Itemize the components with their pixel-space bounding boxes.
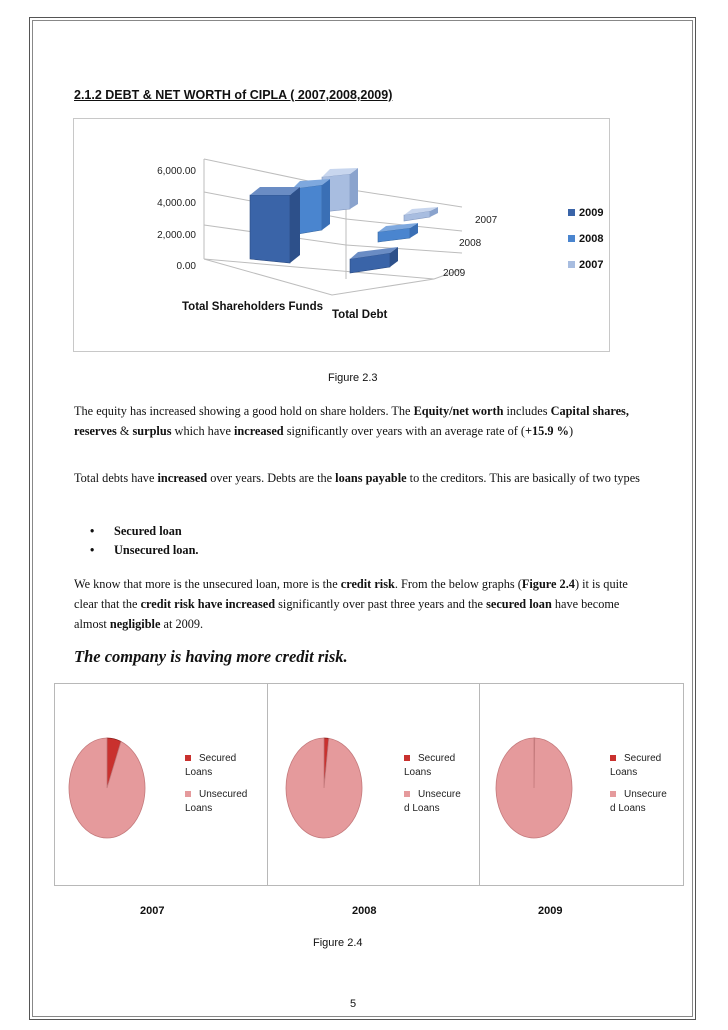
legend-label: 2008 — [579, 233, 604, 245]
bold-run: +15.9 % — [525, 424, 569, 438]
pie-legend — [404, 752, 461, 816]
bold-run: Capital shares, reserves — [74, 404, 629, 438]
text-run: to the creditors. This are basically of two types — [406, 471, 640, 485]
legend-swatch — [185, 755, 191, 761]
debt-networth-chart — [73, 118, 610, 352]
legend-label: Loans — [404, 767, 432, 778]
legend-swatch — [610, 755, 616, 761]
emphasis-statement: The company is having more credit risk. — [74, 647, 348, 666]
text-run: at 2009. — [160, 617, 204, 631]
chart-floor — [204, 259, 462, 279]
bold-run: increased — [233, 424, 284, 438]
legend-label: Unsecure — [624, 789, 667, 800]
pie-2008-svg — [280, 726, 370, 846]
loan-types-list — [90, 522, 199, 560]
paragraph-equity — [74, 401, 654, 441]
pie-panel-2008 — [267, 684, 479, 885]
legend-label: Secured — [199, 753, 237, 764]
legend-label: Unsecure — [418, 789, 461, 800]
pie-panel-2007 — [55, 684, 267, 885]
bold-run: surplus — [132, 424, 172, 438]
text-run: significantly over past three years and the — [275, 597, 487, 611]
bold-run: negligible — [109, 617, 161, 631]
text-run: which have — [171, 424, 234, 438]
category-label: Total Debt — [332, 309, 388, 321]
legend-label: Loans — [610, 767, 638, 778]
bar-2007-debt — [404, 207, 438, 221]
bar-2009-shareholders — [250, 187, 300, 263]
legend-label: Secured — [418, 753, 456, 764]
bold-run: credit risk — [340, 577, 395, 591]
bar-2009-debt — [350, 247, 398, 273]
list-item: • Unsecured loan. — [90, 541, 199, 560]
bold-run: Figure 2.4 — [521, 577, 575, 591]
bar-chart-svg — [74, 119, 609, 351]
legend-label: 2007 — [579, 259, 604, 271]
bold-run: increased — [157, 471, 208, 485]
depth-label: 2009 — [443, 268, 466, 279]
chart-floor-front — [204, 259, 434, 295]
page-number: 5 — [350, 998, 357, 1010]
bold-run: loans payable — [335, 471, 407, 485]
legend-swatch — [568, 209, 575, 216]
pie-slice-unsecured — [496, 738, 572, 838]
y-tick-label: 6,000.00 — [157, 166, 196, 177]
legend-swatch — [610, 791, 616, 797]
paragraph-debts — [74, 468, 654, 488]
text-run: Total debts have — [74, 471, 158, 485]
paragraph-credit-risk — [74, 574, 654, 634]
legend-label: Loans — [185, 767, 213, 778]
text-run: have become almost — [74, 597, 620, 631]
pie-charts-panel — [54, 683, 684, 886]
bold-run: secured loan — [486, 597, 552, 611]
year-label: 2007 — [140, 905, 165, 917]
depth-label: 2007 — [475, 215, 498, 226]
legend-label: Unsecured — [199, 789, 248, 800]
section-heading: 2.1.2 DEBT & NET WORTH of CIPLA ( 2007,2008,2009) — [74, 88, 393, 102]
y-tick-label: 0.00 — [176, 261, 196, 272]
figure-caption: Figure 2.4 — [313, 937, 363, 949]
legend-swatch — [568, 235, 575, 242]
text-run: over years. Debts are the — [207, 471, 336, 485]
legend-label: d Loans — [610, 803, 646, 814]
text-run: ) — [568, 424, 574, 438]
year-label: 2009 — [538, 905, 563, 917]
bold-run: credit risk have increased — [140, 597, 276, 611]
legend-swatch — [404, 791, 410, 797]
legend-label: d Loans — [404, 803, 440, 814]
pie-slice-unsecured — [286, 738, 362, 838]
bold-run: Equity/net worth — [413, 404, 504, 418]
y-tick-label: 2,000.00 — [157, 230, 196, 241]
text-run: includes — [503, 404, 551, 418]
pie-2009-svg — [490, 726, 580, 846]
legend-swatch — [404, 755, 410, 761]
text-run: & — [116, 424, 133, 438]
pie-2007-svg — [63, 726, 153, 846]
pie-legend — [610, 752, 667, 816]
legend-label: 2009 — [579, 207, 604, 219]
pie-panel-2009 — [479, 684, 683, 885]
chart-legend — [568, 207, 603, 271]
list-item: • Secured loan — [90, 522, 199, 541]
depth-label: 2008 — [459, 238, 482, 249]
legend-swatch — [568, 261, 575, 268]
y-tick-label: 4,000.00 — [157, 198, 196, 209]
text-run: The equity has increased showing a good hold on share holders. The — [74, 404, 414, 418]
text-run: We know that more is the unsecured loan, more is the — [74, 577, 341, 591]
bar-2008-debt — [378, 223, 418, 242]
figure-caption: Figure 2.3 — [328, 372, 378, 384]
category-label: Total Shareholders Funds — [182, 301, 323, 313]
legend-label: Secured — [624, 753, 662, 764]
legend-label: Loans — [185, 803, 213, 814]
text-run: . From the below graphs ( — [394, 577, 522, 591]
text-run: significantly over years with an average rate of ( — [283, 424, 526, 438]
legend-swatch — [185, 791, 191, 797]
pie-slice-unsecured — [69, 738, 145, 838]
text-run: ) it is quite clear that the — [74, 577, 628, 611]
year-label: 2008 — [352, 905, 377, 917]
pie-legend — [185, 752, 247, 816]
